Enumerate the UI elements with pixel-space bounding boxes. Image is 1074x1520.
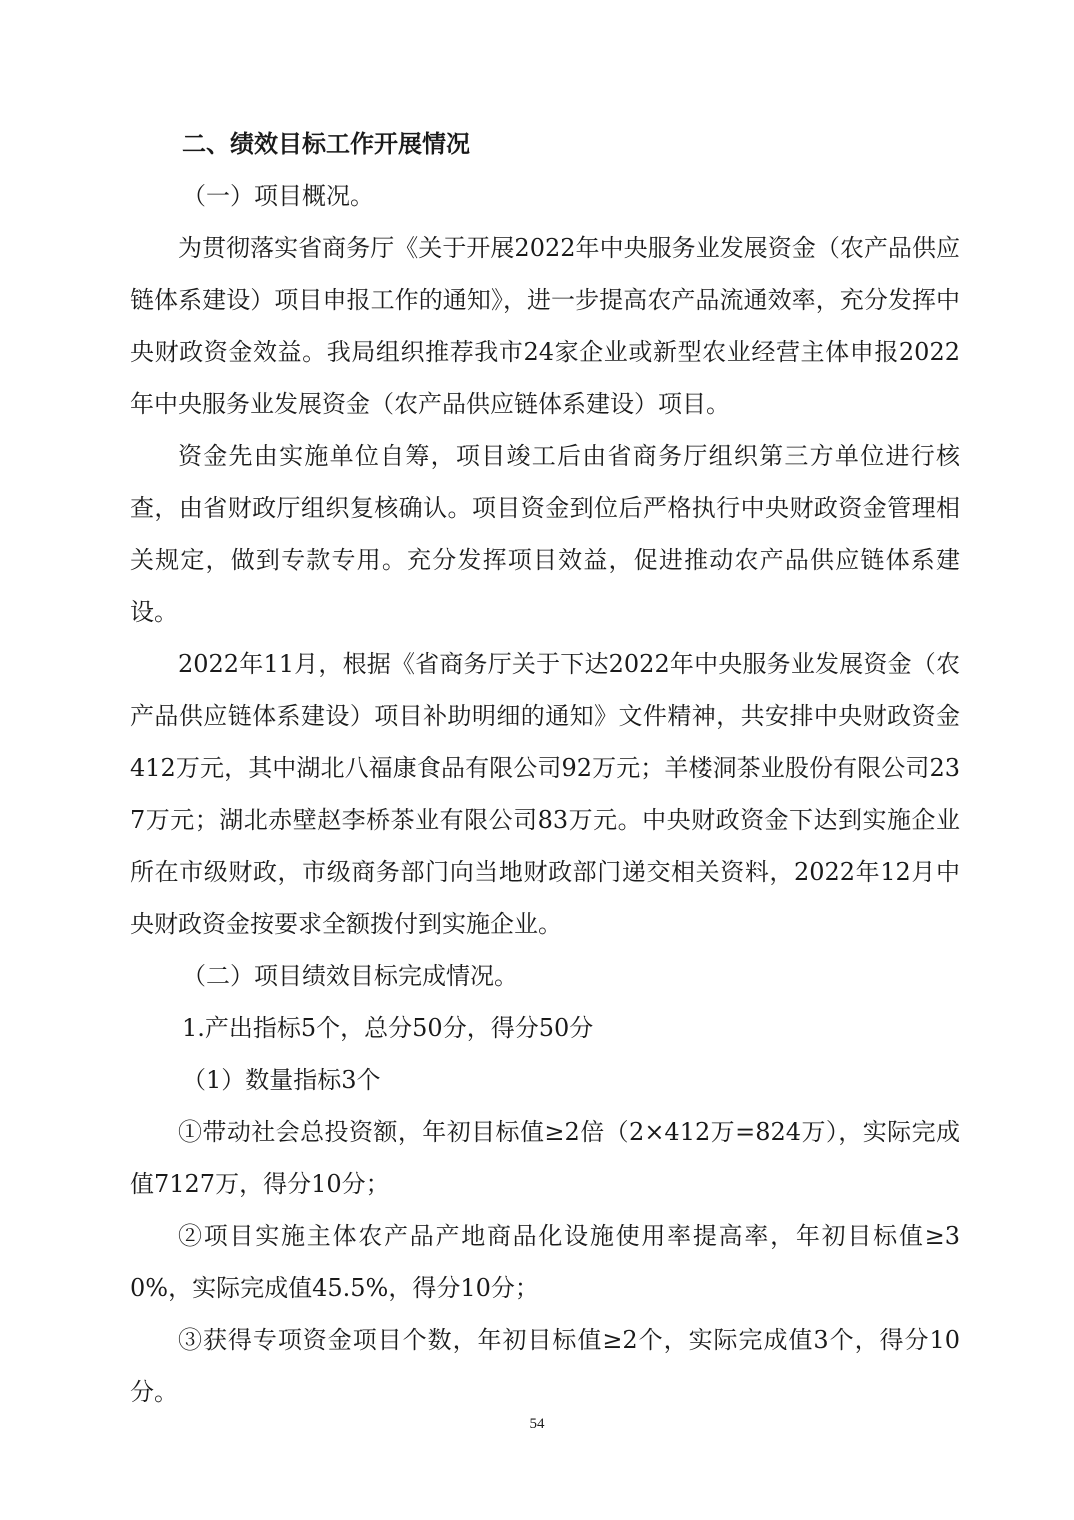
quantity-indicators-heading: （1）数量指标3个 xyxy=(182,1066,381,1094)
paragraph-funding-process: 资金先由实施单位自筹，项目竣工后由省商务厅组织第三方单位进行核查，由省财政厅组织复核确认。项目资金到位后严格执行中央财政资金管理相关规定，做到专款专用。充分发挥项目效益，促进推动农产品供应链体系建设。 xyxy=(130,442,960,626)
page-number: 54 xyxy=(529,1416,545,1432)
indicator-item-2: ②项目实施主体农产品产地商品化设施使用率提高率，年初目标值≥30%，实际完成值45.5%，得分10分； xyxy=(130,1222,960,1302)
subsection-heading-performance: （二）项目绩效目标完成情况。 xyxy=(182,962,518,990)
paragraph-background: 为贯彻落实省商务厅《关于开展2022年中央服务业发展资金（农产品供应链体系建设）项目申报工作的通知》，进一步提高农产品流通效率，充分发挥中央财政资金效益。我局组织推荐我市24家企业或新型农业经营主体申报2022年中央服务业发展资金（农产品供应链体系建设）项目。 xyxy=(130,234,960,418)
section-heading: 二、绩效目标工作开展情况 xyxy=(182,130,470,158)
paragraph-fund-allocation: 2022年11月，根据《省商务厅关于下达2022年中央服务业发展资金（农产品供应链体系建设）项目补助明细的通知》文件精神，共安排中央财政资金412万元，其中湖北八福康食品有限公司92万元；羊楼洞茶业股份有限公司237万元；湖北赤壁赵李桥茶业有限公司83万元。中央财政资金下达到实施企业所在市级财政，市级商务部门向当地财政部门递交相关资料，2022年12月中央财政资金按要求全额拨付到实施企业。 xyxy=(130,650,960,938)
subsection-heading-overview: （一）项目概况。 xyxy=(182,182,374,210)
indicator-item-1: ①带动社会总投资额，年初目标值≥2倍（2×412万=824万），实际完成值7127万，得分10分； xyxy=(130,1118,960,1198)
indicator-item-3: ③获得专项资金项目个数，年初目标值≥2个，实际完成值3个，得分10分。 xyxy=(130,1326,960,1406)
document-body xyxy=(130,118,960,1418)
output-indicators-heading: 1.产出指标5个，总分50分，得分50分 xyxy=(182,1014,594,1042)
